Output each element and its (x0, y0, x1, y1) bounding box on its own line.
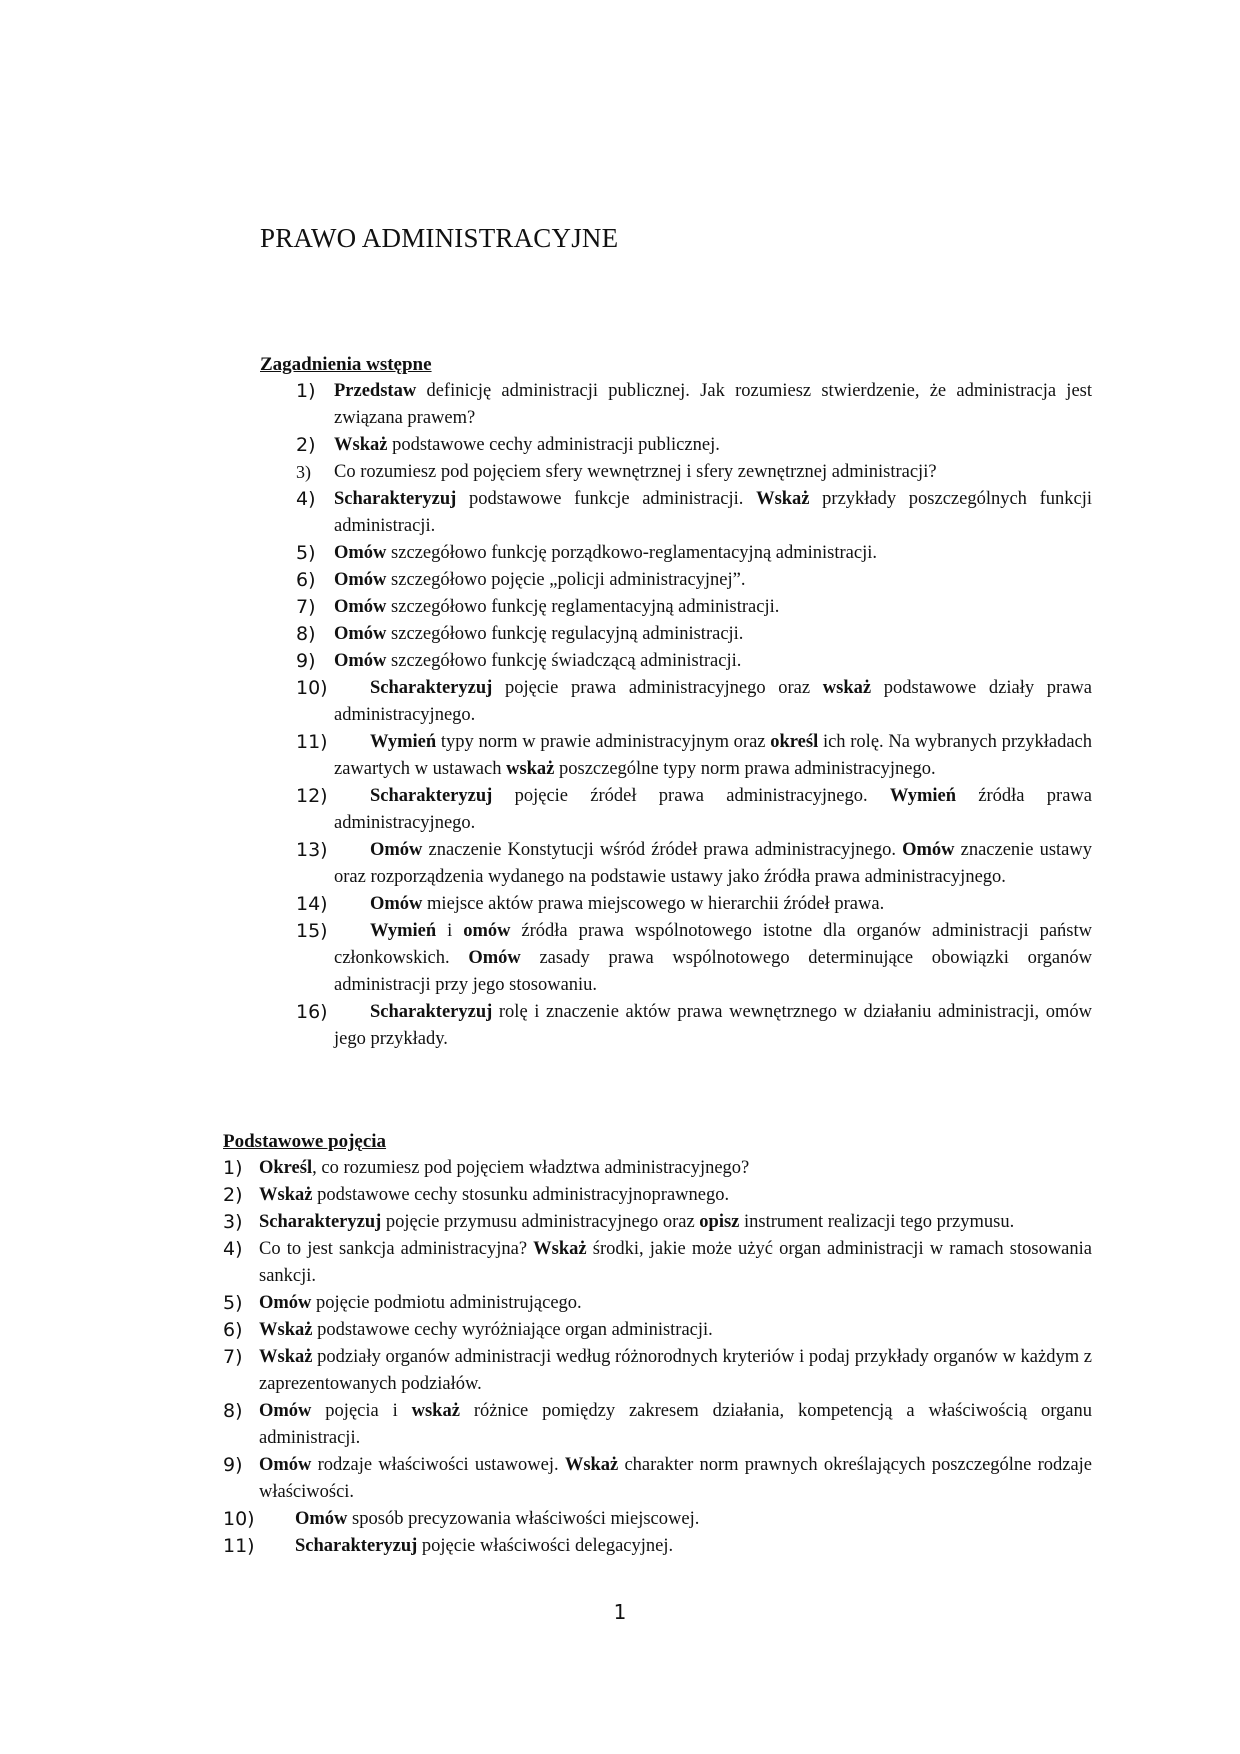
bold-verb: Wskaż (756, 489, 810, 509)
item-text (259, 1506, 1092, 1533)
text-run: podstawowe cechy administracji publicznej. (387, 435, 720, 455)
bold-verb: Omów (259, 1455, 312, 1475)
item-number: 4) (223, 1238, 243, 1260)
text-run: sposób precyzowania właściwości miejscowej. (347, 1509, 700, 1529)
section-heading: Zagadnienia wstępne (260, 354, 432, 375)
bold-verb: Wymień (370, 921, 437, 941)
item-text (334, 783, 1092, 837)
list-item (223, 1317, 1092, 1344)
bold-verb: Scharakteryzuj (295, 1536, 418, 1556)
text-run: szczegółowo funkcję reglamentacyjną administracji. (386, 597, 780, 617)
list-item (223, 1452, 1092, 1506)
item-text (259, 1290, 1092, 1317)
list-item (223, 1398, 1092, 1452)
list-item (260, 621, 1092, 648)
section-podstawowe-pojecia (223, 1129, 1092, 1560)
bold-verb: Omów (334, 543, 387, 563)
item-number: 11) (296, 731, 328, 753)
item-text (259, 1452, 1092, 1506)
text-run: ich rolę. Na wybranych przykładach zawartych w ustawach (334, 732, 1092, 779)
bold-verb: Omów (334, 570, 387, 590)
list-item (223, 1344, 1092, 1398)
item-number: 10) (223, 1508, 255, 1530)
item-text (334, 459, 1092, 486)
item-text (259, 1209, 1092, 1236)
list-item (260, 999, 1092, 1053)
bold-verb: określ (770, 732, 819, 752)
bold-verb: Omów (902, 840, 955, 860)
item-number: 15) (296, 920, 328, 942)
item-number: 5) (223, 1292, 243, 1314)
bold-verb: Wskaż (334, 435, 388, 455)
bold-verb: omów (463, 921, 511, 941)
item-text (334, 999, 1092, 1053)
bold-verb: Omów (259, 1293, 312, 1313)
list-item (260, 675, 1092, 729)
bold-verb: wskaż (506, 759, 555, 779)
item-number: 3) (296, 462, 311, 482)
item-number: 1) (223, 1157, 243, 1179)
text-run: szczegółowo funkcję porządkowo-reglamentacyjną administracji. (386, 543, 877, 563)
text-run: pojęcie prawa administracyjnego oraz (492, 678, 823, 698)
text-run: definicję administracji publicznej. Jak rozumiesz stwierdzenie, że administracja jest związana prawem? (334, 381, 1092, 428)
list-item (260, 567, 1092, 594)
text-run: szczegółowo funkcję regulacyjną administracji. (386, 624, 744, 644)
item-number: 7) (223, 1346, 243, 1368)
text-run: znaczenie Konstytucji wśród źródeł prawa administracyjnego. (422, 840, 903, 860)
item-text (259, 1533, 1092, 1560)
list-item (223, 1290, 1092, 1317)
text-run: Co rozumiesz pod pojęciem sfery wewnętrznej i sfery zewnętrznej administracji? (334, 462, 937, 482)
list-item (223, 1533, 1092, 1560)
section-heading: Podstawowe pojęcia (223, 1131, 387, 1152)
text-run: zasady prawa wspólnotowego determinujące obowiązki organów administracji przy jego stosowaniu. (334, 948, 1092, 995)
bold-verb: wskaż (411, 1401, 460, 1421)
list-item (260, 891, 1092, 918)
text-run: podziały organów administracji według różnorodnych kryteriów i podaj przykłady organów w każdym z zaprezentowanych podziałów. (259, 1347, 1092, 1394)
text-run: szczegółowo pojęcie „policji administracyjnej”. (386, 570, 746, 590)
item-text (334, 540, 1092, 567)
item-text (334, 486, 1092, 540)
item-text (334, 891, 1092, 918)
item-number: 2) (223, 1184, 243, 1206)
item-text (259, 1398, 1092, 1452)
list-item (260, 459, 1092, 486)
item-text (334, 594, 1092, 621)
text-run: znaczenie ustawy oraz rozporządzenia wydanego na podstawie ustawy jako źródła prawa administracyjnego. (334, 840, 1092, 887)
item-text (334, 567, 1092, 594)
item-text (259, 1155, 1092, 1182)
item-number: 9) (223, 1454, 243, 1476)
bold-verb: Omów (295, 1509, 348, 1529)
text-run: szczegółowo funkcję świadczącą administracji. (386, 651, 742, 671)
item-text (334, 378, 1092, 432)
text-run: rolę i znaczenie aktów prawa wewnętrznego w działaniu administracji, omów jego przykłady. (334, 1002, 1092, 1049)
item-number: 6) (223, 1319, 243, 1341)
item-text (259, 1317, 1092, 1344)
text-run: podstawowe funkcje administracji. (456, 489, 757, 509)
bold-verb: Scharakteryzuj (259, 1212, 382, 1232)
list-item (223, 1236, 1092, 1290)
bold-verb: Omów (468, 948, 521, 968)
text-run: źródła prawa wspólnotowego istotne dla organów administracji państw członkowskich. (334, 921, 1093, 968)
item-text (334, 621, 1092, 648)
bold-verb: Wskaż (259, 1320, 313, 1340)
text-run: typy norm w prawie administracyjnym oraz (436, 732, 771, 752)
item-number: 5) (296, 542, 316, 564)
bold-verb: Scharakteryzuj (334, 489, 457, 509)
item-text (259, 1236, 1092, 1290)
list-item (223, 1182, 1092, 1209)
bold-verb: Scharakteryzuj (370, 1002, 493, 1022)
item-number: 10) (296, 677, 328, 699)
text-run: pojęcie podmiotu administrującego. (311, 1293, 582, 1313)
item-number: 7) (296, 596, 316, 618)
text-run: różnice pomiędzy zakresem działania, kompetencją a właściwością organu administracji. (259, 1401, 1092, 1448)
item-number: 11) (223, 1535, 255, 1557)
bold-verb: Omów (334, 651, 387, 671)
bold-verb: Scharakteryzuj (370, 678, 493, 698)
list-item (260, 540, 1092, 567)
bold-verb: wskaż (822, 678, 872, 698)
bold-verb: Wskaż (533, 1239, 587, 1259)
bold-verb: Omów (370, 840, 423, 860)
item-text (259, 1344, 1092, 1398)
bold-verb: Przedstaw (334, 381, 417, 401)
bold-verb: Omów (334, 624, 387, 644)
item-text (334, 918, 1092, 999)
bold-verb: Wskaż (259, 1185, 313, 1205)
bold-verb: Omów (259, 1401, 312, 1421)
text-run: pojęcia i (311, 1401, 412, 1421)
text-run: pojęcie źródeł prawa administracyjnego. (492, 786, 890, 806)
bold-verb: Wymień (370, 732, 437, 752)
text-run: poszczególne typy norm prawa administracyjnego. (554, 759, 936, 779)
text-run: podstawowe działy prawa administracyjnego. (334, 678, 1092, 725)
list-item (260, 837, 1092, 891)
text-run: przykłady poszczególnych funkcji administracji. (334, 489, 1092, 536)
bold-verb: Omów (370, 894, 423, 914)
item-text (334, 432, 1092, 459)
list-item (260, 918, 1092, 999)
text-run: podstawowe cechy wyróżniające organ administracji. (312, 1320, 713, 1340)
bold-verb: Scharakteryzuj (370, 786, 493, 806)
text-run: pojęcie przymusu administracyjnego oraz (381, 1212, 700, 1232)
list-item (260, 594, 1092, 621)
item-text (334, 729, 1092, 783)
item-text (334, 837, 1092, 891)
list-item (223, 1506, 1092, 1533)
item-text (259, 1182, 1092, 1209)
text-run: charakter norm prawnych określających poszczególne rodzaje właściwości. (259, 1455, 1093, 1502)
bold-verb: Wskaż (564, 1455, 619, 1475)
text-run: źródła prawa administracyjnego. (334, 786, 1093, 833)
list-item (260, 729, 1092, 783)
item-number: 16) (296, 1001, 328, 1023)
item-number: 8) (296, 623, 316, 645)
page-number: 1 (613, 1600, 627, 1624)
section-zagadnienia-wstepne (260, 352, 1092, 1053)
item-number: 14) (296, 893, 328, 915)
bold-verb: Wskaż (259, 1347, 313, 1367)
item-number: 13) (296, 839, 328, 861)
text-run: instrument realizacji tego przymusu. (739, 1212, 1015, 1232)
list-item (260, 648, 1092, 675)
text-run: miejsce aktów prawa miejscowego w hierarchii źródeł prawa. (422, 894, 885, 914)
bold-verb: Określ (259, 1158, 313, 1178)
bold-verb: Wymień (889, 786, 956, 806)
list-item (260, 378, 1092, 432)
text-run: podstawowe cechy stosunku administracyjnoprawnego. (312, 1185, 730, 1205)
item-number: 3) (223, 1211, 243, 1233)
document-title: PRAWO ADMINISTRACYJNE (260, 223, 619, 253)
item-number: 4) (296, 488, 316, 510)
item-text (334, 675, 1092, 729)
list-item (260, 432, 1092, 459)
list-item (223, 1155, 1092, 1182)
list-item (260, 486, 1092, 540)
item-number: 2) (296, 434, 316, 456)
list-item (223, 1209, 1092, 1236)
item-number: 8) (223, 1400, 243, 1422)
question-list (223, 1155, 1092, 1560)
text-run: Co to jest sankcja administracyjna? (259, 1239, 534, 1259)
bold-verb: opisz (699, 1212, 740, 1232)
item-number: 6) (296, 569, 316, 591)
text-run: i (436, 921, 464, 941)
text-run: pojęcie właściwości delegacyjnej. (417, 1536, 674, 1556)
item-text (334, 648, 1092, 675)
text-run: rodzaje właściwości ustawowej. (311, 1455, 565, 1475)
item-number: 1) (296, 380, 316, 402)
list-item (260, 783, 1092, 837)
bold-verb: Omów (334, 597, 387, 617)
question-list (260, 378, 1092, 1053)
text-run: środki, jakie może użyć organ administracji w ramach stosowania sankcji. (259, 1239, 1092, 1286)
text-run: , co rozumiesz pod pojęciem władztwa administracyjnego? (312, 1158, 750, 1178)
item-number: 9) (296, 650, 316, 672)
item-number: 12) (296, 785, 328, 807)
